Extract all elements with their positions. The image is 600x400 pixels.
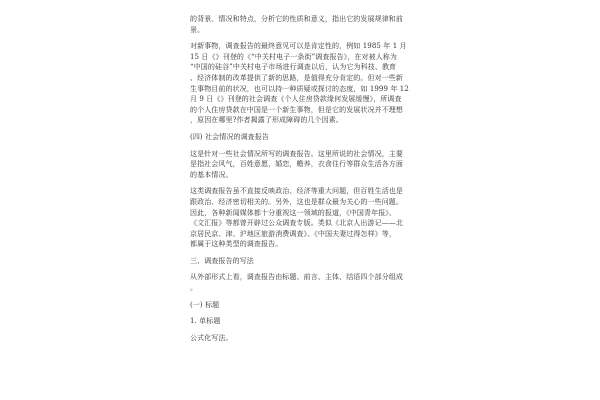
text-line: “中国的硅谷”中关村电子市场进行调查以后，认为它为科技、教育 [190, 63, 397, 72]
text-line: 这是针对一些社会情况所写的调查报告。这里所说的社会情况，主要 [190, 149, 403, 158]
text-line: 都属于这种类型的调查报告。 [190, 240, 283, 249]
text-line: 的个人住房贷款在中国是一个新生事物，但是它的发展状况并不理想 [190, 105, 403, 114]
text-line: 月 9 日《》刊登的社会调查《个人住房贷款缘何发展缓慢》，所调查 [190, 95, 402, 104]
text-line: 景。 [190, 25, 205, 34]
section-heading-method: 三、调查报告的写法 [190, 256, 254, 265]
new-things-paragraph [190, 41, 422, 126]
text-line: 、经济体制的改革提供了新的思路，是值得充分肯定的。但对一些新 [190, 73, 403, 82]
text-line: 这类调查报告虽不直接反映政治、经济等重大问题，但百姓生活也是 [190, 187, 403, 196]
text-line: 的基本情况。 [190, 170, 233, 179]
text-line: 从外部形式上看，调查报告由标题、前言、主体、结语四个部分组成 [190, 273, 403, 282]
document-page [190, 14, 422, 343]
text-line: ，原因在哪里?作者揭露了形成障碍的几个因素。 [190, 116, 343, 125]
text-line: 15 日《》刊登的《“中关村电子一条街”调查报告》，在对被人称为 [190, 52, 397, 61]
intro-paragraph [190, 14, 422, 35]
text-line: 生事物目前的状况，也可以持一种质疑或探讨的态度，如 1999 年 12 [190, 84, 409, 93]
text-line: 跟政治、经济密切相关的。另外，这也是群众最为关心的一些问题。 [190, 197, 403, 206]
text-line: 是指社会风气，百姓意愿，婚恋，赡养，衣食住行等群众生活各方面 [190, 160, 403, 169]
social-paragraph-2 [190, 186, 422, 250]
section-heading-social: (四) 社会情况的调查报告 [190, 132, 269, 141]
subheading-title: (一) 标题 [190, 300, 220, 309]
text-line: 对新事物，调查报告的最终意见可以是肯定性的，例如 1985 年 1 月 [190, 42, 407, 51]
text-line: 京居民京、津、沪地区旅游消费调查》、《中国夫妻过得怎样》等， [190, 229, 396, 238]
subheading-single-title: 1. 单标题 [190, 317, 221, 326]
text-line: 的背景、情况和特点，分析它的性质和意义，指出它的发展规律和前 [190, 15, 403, 23]
text-line: 因此，各种新闻媒体都十分重视这一领域的报道，《中国青年报》、 [190, 208, 396, 217]
method-paragraph [190, 272, 422, 293]
social-paragraph-1 [190, 149, 422, 181]
text-line: 。 [190, 284, 198, 293]
formula-text: 公式化写法。 [190, 333, 233, 342]
text-line: 《文汇报》等都曾开辟过公众调查专版。类似《北京人出游记——北 [190, 219, 403, 228]
